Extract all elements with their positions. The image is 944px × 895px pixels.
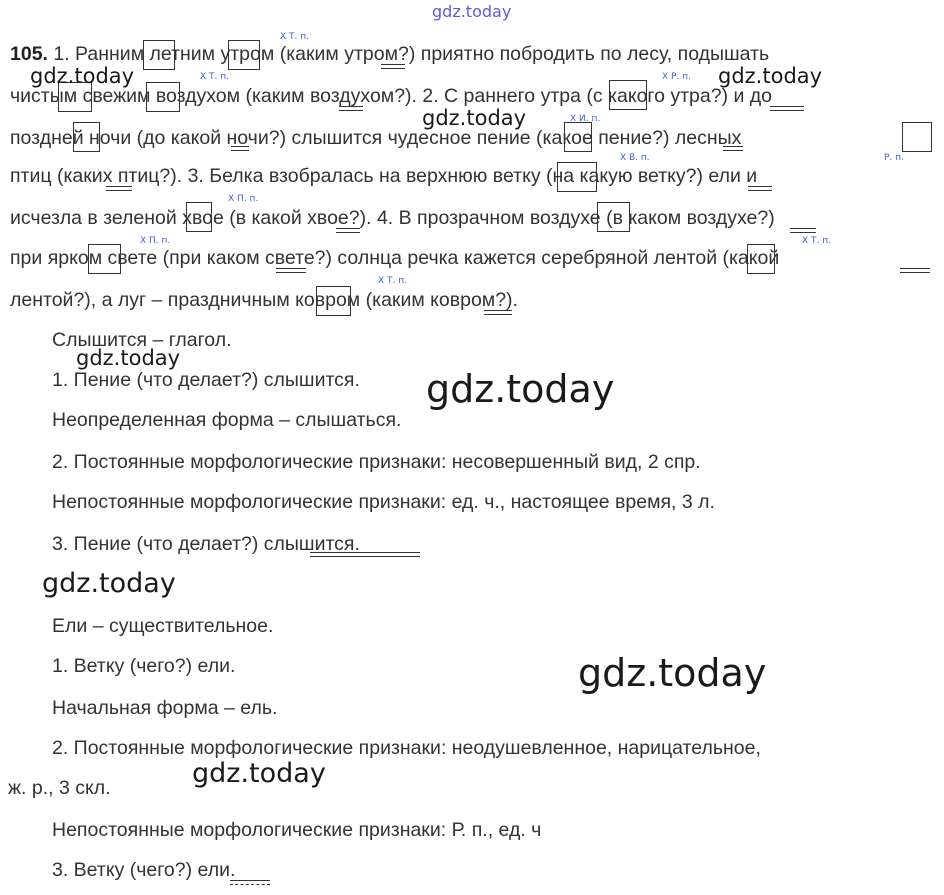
analysis-line: Непостоянные морфологические признаки: Р. п., ед. ч	[52, 819, 542, 841]
predicate-underline	[310, 552, 420, 557]
attribute-underline	[230, 880, 270, 881]
ending-box	[564, 122, 592, 152]
case-note: Х Т. п.	[802, 236, 831, 246]
analysis-line: Неопределенная форма – слышаться.	[52, 409, 402, 431]
double-underline	[276, 268, 306, 273]
case-note: Х П. п.	[140, 236, 171, 246]
double-underline	[748, 186, 772, 191]
exercise-line-4: птиц (каких птиц?). 3. Белка взобралась на верхнюю ветку (на какую ветку?) ели и	[10, 165, 758, 187]
watermark: gdz.today	[30, 64, 135, 88]
ending-box	[902, 122, 932, 152]
ending-box	[557, 162, 597, 192]
double-underline	[106, 186, 132, 191]
ending-box	[143, 40, 175, 70]
double-underline	[900, 268, 930, 273]
exercise-line-3: поздней ночи (до какой ночи?) слышится чудесное пение (какое пение?) лесных	[10, 127, 742, 149]
ending-box	[609, 80, 647, 110]
ending-box	[747, 244, 775, 274]
ending-box	[186, 202, 212, 232]
exercise-number: 105.	[10, 43, 48, 65]
analysis-line: ж. р., 3 скл.	[8, 777, 111, 799]
watermark: gdz.today	[422, 106, 527, 130]
case-note: Х И. п.	[570, 114, 601, 124]
double-underline	[381, 64, 405, 69]
ending-box	[88, 244, 121, 274]
double-underline	[339, 106, 363, 111]
double-underline	[231, 146, 249, 151]
watermark: gdz.today	[42, 568, 176, 599]
analysis-line: 1. Пение (что делает?) слышится.	[52, 369, 360, 391]
watermark: gdz.today	[718, 64, 823, 88]
case-note: Р. п.	[884, 153, 904, 163]
analysis-line: Ели – существительное.	[52, 615, 274, 637]
analysis-line: Начальная форма – ель.	[52, 697, 278, 719]
analysis-line: Непостоянные морфологические признаки: ед. ч., настоящее время, 3 л.	[52, 491, 715, 513]
exercise-text: 1. Ранним летним утром (каким утром?) приятно побродить по лесу, подышать	[53, 43, 770, 65]
double-underline	[484, 310, 512, 315]
watermark: gdz.today	[426, 367, 615, 411]
watermark: gdz.today	[192, 758, 326, 789]
ending-box	[73, 122, 100, 152]
exercise-line-1	[10, 42, 769, 66]
analysis-line: 3. Ветку (чего?) ели.	[52, 859, 236, 881]
ending-box	[228, 40, 260, 70]
ending-box	[146, 82, 180, 112]
case-note: Х Т. п.	[378, 276, 407, 286]
attribute-underline	[230, 884, 270, 885]
analysis-line: 2. Постоянные морфологические признаки: несовершенный вид, 2 спр.	[52, 451, 701, 473]
analysis-line: Слышится – глагол.	[52, 329, 232, 351]
ending-box	[316, 286, 351, 316]
double-underline	[770, 106, 804, 111]
case-note: Х Т. п.	[200, 72, 229, 82]
ending-box	[597, 202, 630, 232]
exercise-line-7: лентой?), а луг – праздничным ковром (каким ковром?).	[10, 289, 518, 311]
exercise-line-6: при ярком свете (при каком свете?) солнца речка кажется серебряной лентой (какой	[10, 247, 780, 269]
double-underline	[723, 146, 743, 151]
double-underline	[790, 228, 816, 233]
case-note: Х В. п.	[620, 153, 650, 163]
exercise-line-5: исчезла в зеленой хвое (в какой хвое?). 4. В прозрачном воздухе (в каком воздухе?)	[10, 207, 775, 229]
watermark: gdz.today	[76, 346, 181, 370]
exercise-line-2: чистым свежим воздухом (каким воздухом?). 2. С раннего утра (с какого утра?) и до	[10, 85, 773, 107]
double-underline	[336, 228, 360, 233]
case-note: Х Р. п.	[662, 72, 691, 82]
watermark: gdz.today	[578, 651, 767, 695]
analysis-line: 3. Пение (что делает?) слышится.	[52, 533, 360, 555]
case-note: Х Т. п.	[280, 32, 309, 42]
case-note: Х П. п.	[228, 194, 259, 204]
analysis-line: 1. Ветку (чего?) ели.	[52, 655, 236, 677]
watermark: gdz.today	[432, 2, 512, 21]
analysis-line: 2. Постоянные морфологические признаки: неодушевленное, нарицательное,	[52, 737, 761, 759]
